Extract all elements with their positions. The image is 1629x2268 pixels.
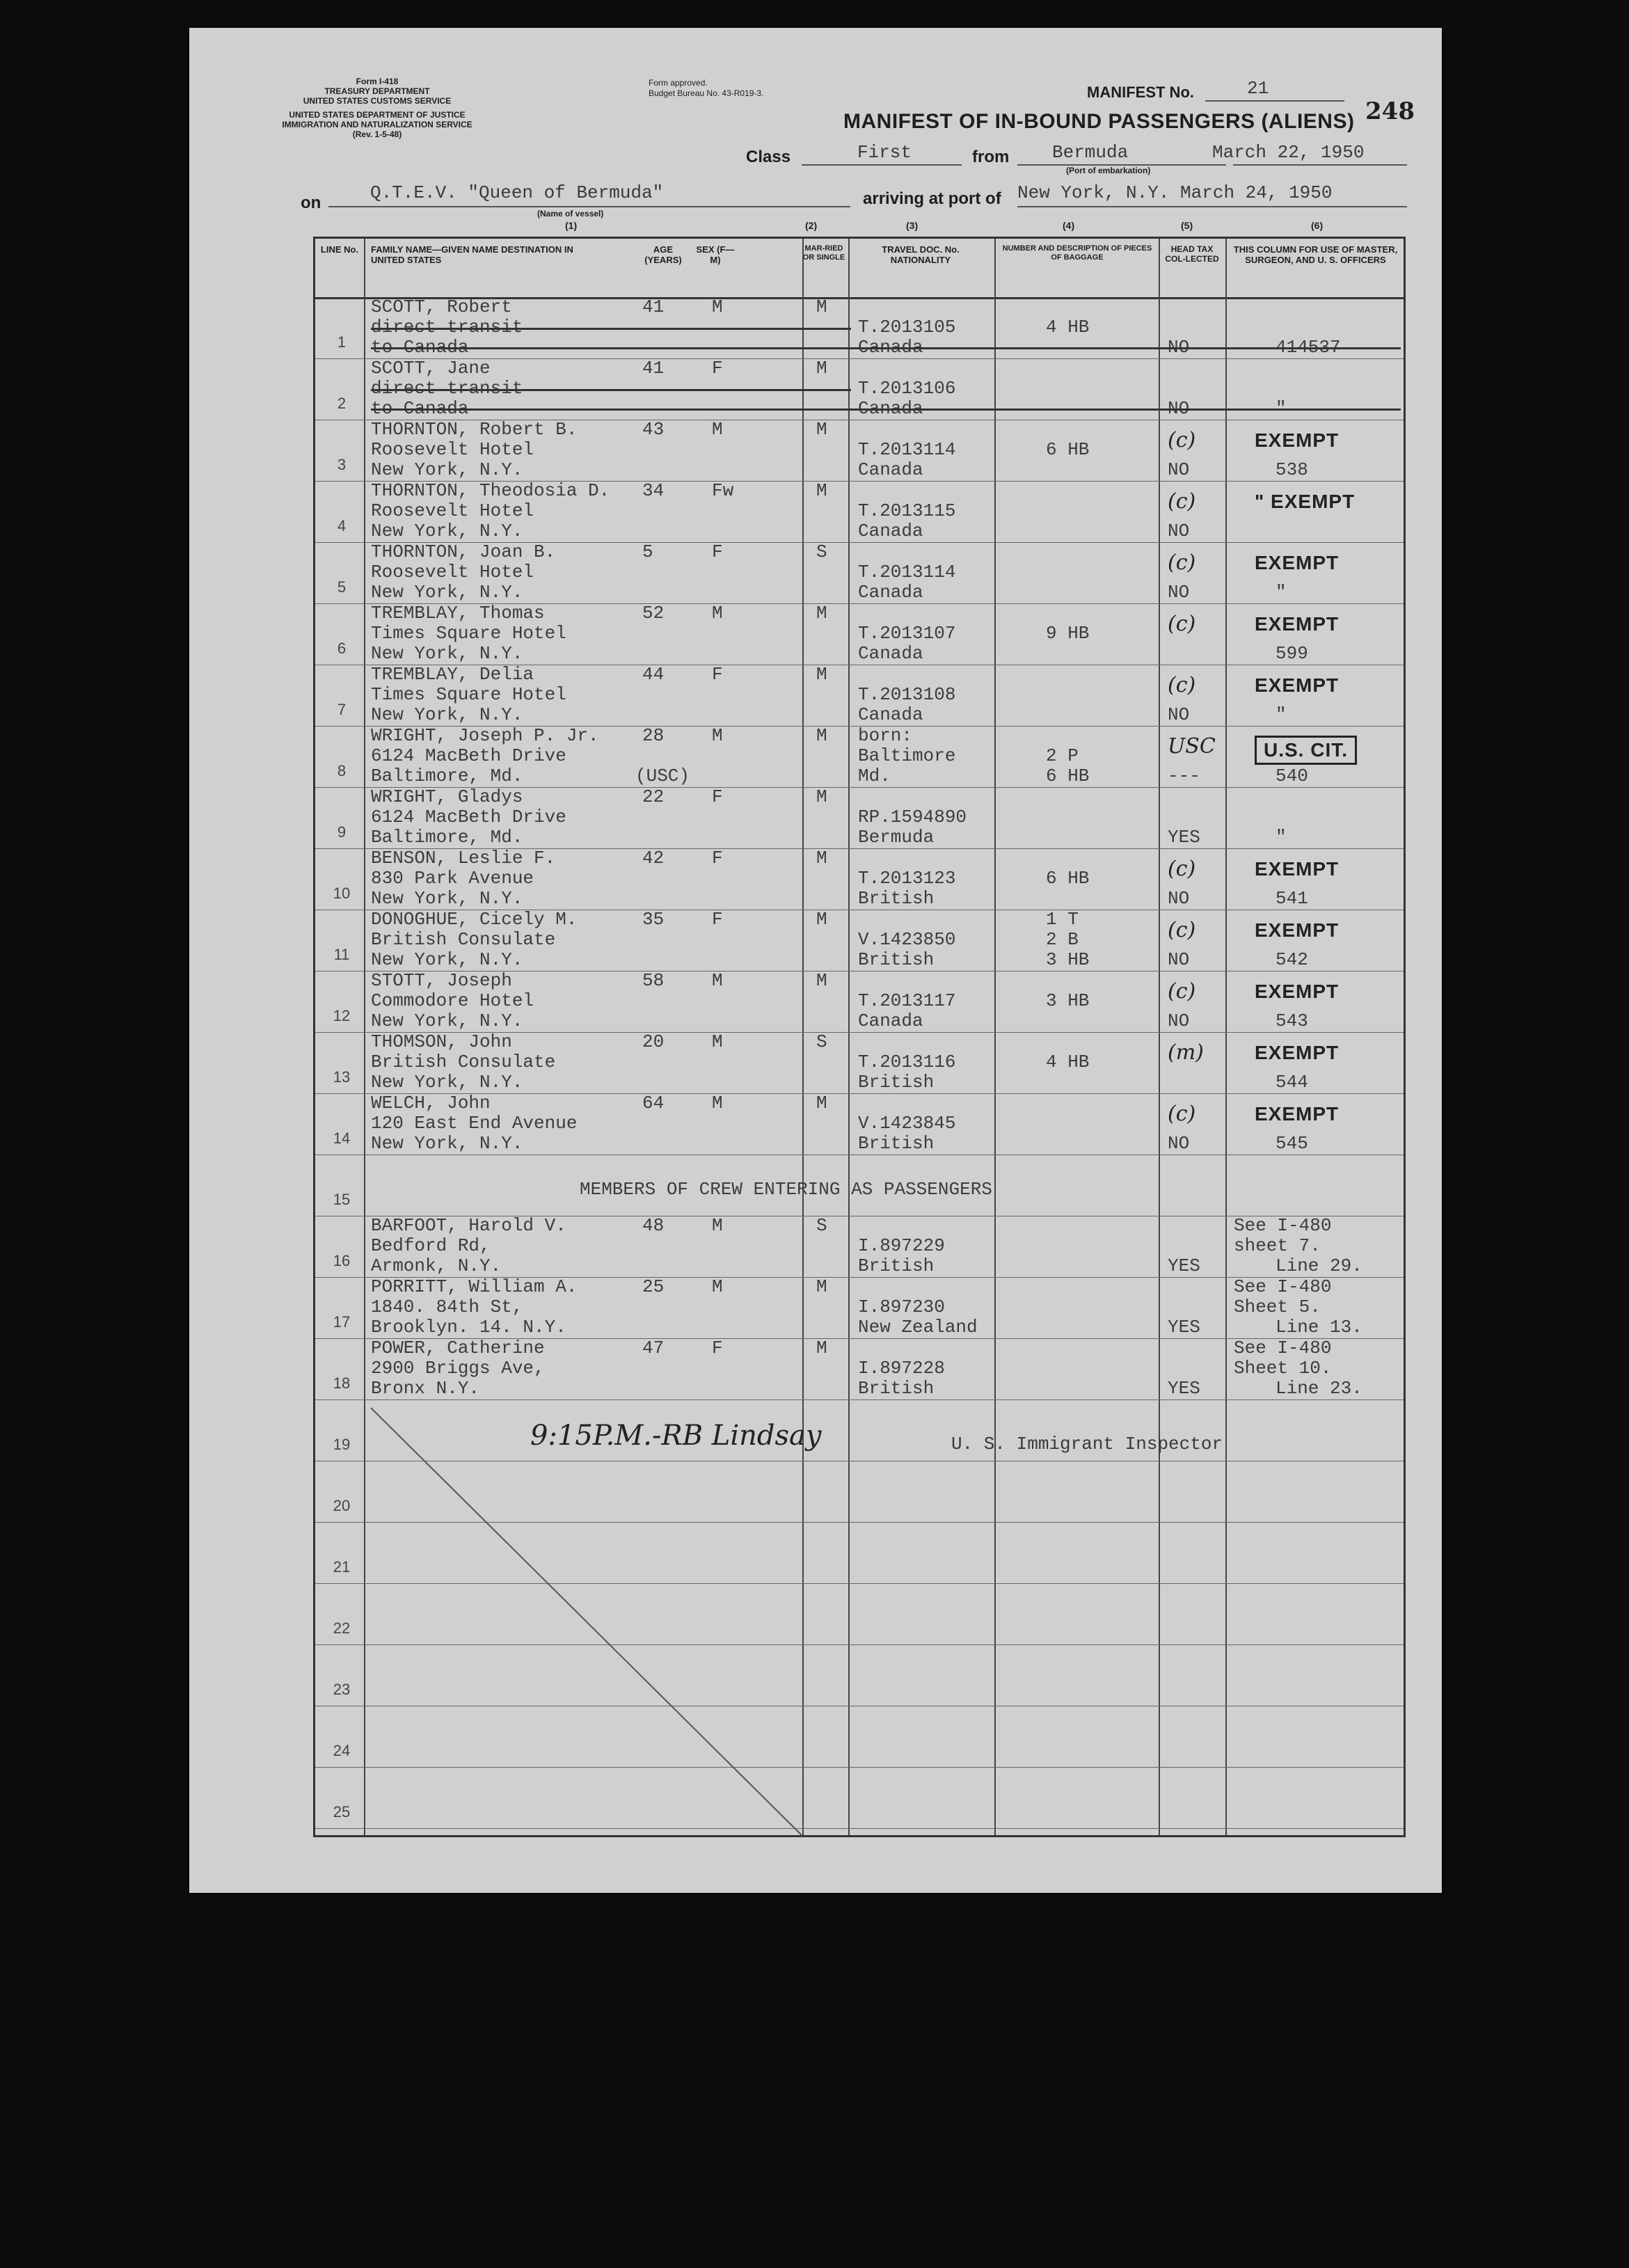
- age: 43: [642, 419, 665, 440]
- on-label: on: [301, 193, 321, 212]
- line-number: 6: [337, 640, 347, 657]
- destination-line1: 1840. 84th St,: [371, 1296, 523, 1317]
- colhead-line: LINE No.: [320, 244, 359, 255]
- passenger-table: [313, 237, 1406, 1837]
- vessel-caption: (Name of vessel): [537, 209, 604, 219]
- departure-date: March 22, 1950: [1212, 142, 1365, 163]
- marital-status: M: [816, 419, 827, 440]
- line-number: 17: [333, 1313, 351, 1331]
- baggage-1: 4 HB: [1046, 1052, 1090, 1072]
- officer-number: Line 13.: [1276, 1317, 1362, 1338]
- destination-line1: 6124 MacBeth Drive: [371, 807, 566, 827]
- nationality: New Zealand: [858, 1317, 978, 1338]
- citizenship-note: (USC): [635, 766, 690, 786]
- class-value: First: [857, 142, 912, 163]
- colhead-officers: THIS COLUMN FOR USE OF MASTER, SURGEON, AND U. S. OFFICERS: [1233, 244, 1398, 265]
- destination-line1: Times Square Hotel: [371, 684, 566, 705]
- head-tax-mark: (c): [1168, 673, 1196, 697]
- line-number: 23: [333, 1681, 351, 1698]
- nationality: Canada: [858, 582, 923, 603]
- dept-treasury: TREASURY DEPARTMENT: [324, 86, 430, 96]
- age: 5: [642, 541, 653, 562]
- age: 22: [642, 786, 665, 807]
- col-num-6: (6): [1311, 220, 1324, 231]
- destination-line2: New York, N.Y.: [371, 643, 523, 664]
- destination-line1: 6124 MacBeth Drive: [371, 745, 566, 766]
- line-number: 22: [333, 1619, 351, 1637]
- head-tax: NO: [1168, 337, 1190, 358]
- form-number: Form I-418: [356, 77, 399, 86]
- sex: M: [712, 296, 723, 317]
- officer-note: EXEMPT: [1255, 1103, 1340, 1125]
- destination-line1: Roosevelt Hotel: [371, 500, 534, 521]
- officer-note: EXEMPT: [1255, 429, 1340, 451]
- sex: M: [712, 1276, 723, 1297]
- passenger-name: WRIGHT, Joseph P. Jr.: [371, 725, 599, 746]
- travel-doc: T.2013115: [858, 500, 956, 521]
- arriving-label: arriving at port of: [863, 189, 1001, 208]
- embarkation-caption: (Port of embarkation): [1066, 166, 1151, 175]
- head-tax: YES: [1168, 1378, 1200, 1399]
- officer-number: 543: [1276, 1010, 1308, 1031]
- officer-number: 414537: [1276, 337, 1341, 358]
- destination-line2: Baltimore, Md.: [371, 766, 523, 786]
- baggage-1: 3 HB: [1046, 990, 1090, 1011]
- colhead-headtax: HEAD TAX COL-LECTED: [1165, 244, 1219, 264]
- colhead-age: AGE (YEARS): [644, 244, 682, 265]
- officer-note: EXEMPT: [1255, 981, 1340, 1002]
- officer-note: EXEMPT: [1255, 552, 1340, 573]
- dept-customs: UNITED STATES CUSTOMS SERVICE: [303, 96, 452, 106]
- passenger-name: TREMBLAY, Delia: [371, 664, 534, 685]
- manifest-page: [189, 28, 1442, 1893]
- passenger-name: SCOTT, Jane: [371, 358, 491, 379]
- travel-doc: born:: [858, 725, 913, 746]
- line-number: 19: [333, 1436, 351, 1453]
- marital-status: M: [816, 970, 827, 991]
- age: 52: [642, 603, 665, 624]
- head-tax-mark: (c): [1168, 489, 1196, 514]
- destination-line1: British Consulate: [371, 1052, 556, 1072]
- head-tax: NO: [1168, 949, 1190, 970]
- travel-doc: I.897228: [858, 1358, 945, 1379]
- travel-doc: T.2013123: [858, 868, 956, 889]
- travel-doc: T.2013114: [858, 439, 956, 460]
- nationality: British: [858, 1255, 935, 1276]
- sex: F: [712, 541, 723, 562]
- head-tax: NO: [1168, 521, 1190, 541]
- col-num-3: (3): [906, 220, 919, 231]
- head-tax-mark: (m): [1168, 1040, 1204, 1065]
- officer-number: ": [1276, 398, 1287, 419]
- travel-doc: T.2013108: [858, 684, 956, 705]
- sex: M: [712, 1093, 723, 1113]
- sex: M: [712, 1215, 723, 1236]
- marital-status: M: [816, 480, 827, 501]
- col-num-5: (5): [1181, 220, 1193, 231]
- nationality: British: [858, 949, 935, 970]
- passenger-name: TREMBLAY, Thomas: [371, 603, 545, 624]
- passenger-name: BENSON, Leslie F.: [371, 848, 556, 869]
- destination-line2: Armonk, N.Y.: [371, 1255, 502, 1276]
- baggage-2: 3 HB: [1046, 949, 1090, 970]
- age: 47: [642, 1338, 665, 1358]
- marital-status: M: [816, 848, 827, 869]
- destination-line2: New York, N.Y.: [371, 888, 523, 909]
- line-number: 12: [333, 1007, 351, 1024]
- nationality: Canada: [858, 521, 923, 541]
- marital-status: M: [816, 603, 827, 624]
- officer-note: See I-480: [1234, 1276, 1332, 1297]
- passenger-name: BARFOOT, Harold V.: [371, 1215, 566, 1236]
- sex: M: [712, 1031, 723, 1052]
- destination-line1: British Consulate: [371, 929, 556, 950]
- travel-doc: T.2013105: [858, 317, 956, 338]
- destination-line2: New York, N.Y.: [371, 1010, 523, 1031]
- baggage-1: 6 HB: [1046, 868, 1090, 889]
- sex: F: [712, 664, 723, 685]
- age: 64: [642, 1093, 665, 1113]
- destination-line1: direct transit: [371, 317, 523, 338]
- head-tax: NO: [1168, 582, 1190, 603]
- destination-line2: New York, N.Y.: [371, 521, 523, 541]
- passenger-name: WRIGHT, Gladys: [371, 786, 523, 807]
- head-tax: YES: [1168, 1317, 1200, 1338]
- destination-line1: direct transit: [371, 378, 523, 399]
- nationality: Canada: [858, 459, 923, 480]
- marital-status: M: [816, 358, 827, 379]
- head-tax: YES: [1168, 1255, 1200, 1276]
- dept-justice: UNITED STATES DEPARTMENT OF JUSTICE: [289, 110, 466, 120]
- sex: M: [712, 725, 723, 746]
- baggage-1: 9 HB: [1046, 623, 1090, 644]
- colhead-baggage: NUMBER AND DESCRIPTION OF PIECES OF BAGGAGE: [1002, 244, 1152, 262]
- travel-doc: T.2013114: [858, 562, 956, 582]
- head-tax-mark: (c): [1168, 428, 1196, 452]
- age: 44: [642, 664, 665, 685]
- officer-note: EXEMPT: [1255, 1042, 1340, 1063]
- officer-note: See I-480: [1234, 1338, 1332, 1358]
- destination-line2: New York, N.Y.: [371, 1133, 523, 1154]
- officer-note: See I-480: [1234, 1215, 1332, 1236]
- sex: F: [712, 909, 723, 930]
- destination-line1: 2900 Briggs Ave,: [371, 1358, 545, 1379]
- officer-number: 541: [1276, 888, 1308, 909]
- line-number: 7: [337, 701, 347, 718]
- sex: M: [712, 970, 723, 991]
- approval-line2: Budget Bureau No. 43-R019-3.: [649, 88, 764, 98]
- baggage-1: 2 P: [1046, 745, 1079, 766]
- destination-line2: New York, N.Y.: [371, 582, 523, 603]
- officer-note: EXEMPT: [1255, 858, 1340, 880]
- passenger-name: THORNTON, Robert B.: [371, 419, 578, 440]
- age: 42: [642, 848, 665, 869]
- line-number: 13: [333, 1068, 351, 1086]
- officer-number: ": [1276, 704, 1287, 725]
- head-tax-mark: (c): [1168, 979, 1196, 1004]
- line-number: 15: [333, 1191, 351, 1208]
- marital-status: M: [816, 664, 827, 685]
- destination-line1: Bedford Rd,: [371, 1235, 491, 1256]
- line-number: 5: [337, 578, 347, 596]
- marital-status: M: [816, 1093, 827, 1113]
- line-number: 8: [337, 762, 347, 779]
- age: 28: [642, 725, 665, 746]
- approval-note: [649, 78, 763, 99]
- inspector-signature: 9:15P.M.-RB Lindsay: [530, 1420, 822, 1452]
- from-value: Bermuda: [1052, 142, 1129, 163]
- travel-doc: RP.1594890: [858, 807, 967, 827]
- form-revision: (Rev. 1-5-48): [352, 129, 402, 139]
- officer-note: U.S. CIT.: [1255, 736, 1357, 765]
- head-tax: ---: [1168, 766, 1200, 786]
- page-number: 248: [1365, 97, 1415, 125]
- line-number: 9: [337, 823, 347, 841]
- destination-line1: Roosevelt Hotel: [371, 562, 534, 582]
- line-number: 21: [333, 1558, 351, 1576]
- baggage-1: 1 T: [1046, 909, 1079, 930]
- marital-status: M: [816, 909, 827, 930]
- nationality: British: [858, 1133, 935, 1154]
- destination-line2: New York, N.Y.: [371, 704, 523, 725]
- cancel-diagonal: [315, 239, 1408, 1839]
- nationality: British: [858, 1072, 935, 1093]
- destination-line2: to Canada: [371, 398, 469, 419]
- baggage-1b: 2 B: [1046, 929, 1079, 950]
- head-tax-mark: (c): [1168, 1102, 1196, 1126]
- officer-number: 542: [1276, 949, 1308, 970]
- head-tax: NO: [1168, 704, 1190, 725]
- line-number: 1: [337, 333, 347, 351]
- line-number: 2: [337, 395, 347, 412]
- travel-doc: V.1423850: [858, 929, 956, 950]
- sex: F: [712, 358, 723, 379]
- travel-doc: T.2013117: [858, 990, 956, 1011]
- officer-number: 544: [1276, 1072, 1308, 1093]
- destination-line1: Roosevelt Hotel: [371, 439, 534, 460]
- colhead-married: MAR-RIED OR SINGLE: [802, 244, 845, 262]
- officer-number: 599: [1276, 643, 1308, 664]
- officer-number: ": [1276, 827, 1287, 848]
- baggage-1: 6 HB: [1046, 439, 1090, 460]
- nationality: Md.: [858, 766, 891, 786]
- passenger-name: SCOTT, Robert: [371, 296, 512, 317]
- marital-status: M: [816, 725, 827, 746]
- line-number: 16: [333, 1252, 351, 1269]
- sex: M: [712, 419, 723, 440]
- sex: F: [712, 786, 723, 807]
- col-num-4: (4): [1063, 220, 1075, 231]
- officer-note-2: Sheet 10.: [1234, 1358, 1332, 1379]
- travel-doc: T.2013116: [858, 1052, 956, 1072]
- head-tax-mark: (c): [1168, 550, 1196, 575]
- sex: F: [712, 1338, 723, 1358]
- age: 48: [642, 1215, 665, 1236]
- nationality: Canada: [858, 704, 923, 725]
- passenger-name: PORRITT, William A.: [371, 1276, 578, 1297]
- head-tax-mark: (c): [1168, 918, 1196, 942]
- vessel-name: Q.T.E.V. "Queen of Bermuda": [370, 182, 664, 203]
- head-tax: NO: [1168, 398, 1190, 419]
- line-number: 25: [333, 1803, 351, 1821]
- passenger-name: POWER, Catherine: [371, 1338, 545, 1358]
- officer-number: Line 23.: [1276, 1378, 1362, 1399]
- marital-status: M: [816, 296, 827, 317]
- colhead-name: FAMILY NAME—GIVEN NAME DESTINATION IN UNITED STATES: [371, 244, 573, 265]
- sex: Fw: [712, 480, 734, 501]
- nationality: Canada: [858, 398, 923, 419]
- nationality: Canada: [858, 337, 923, 358]
- travel-doc: I.897230: [858, 1296, 945, 1317]
- destination-line2: Baltimore, Md.: [371, 827, 523, 848]
- line-number: 20: [333, 1497, 351, 1514]
- colhead-doc: TRAVEL DOC. No. NATIONALITY: [882, 244, 960, 265]
- crew-section-heading: MEMBERS OF CREW ENTERING AS PASSENGERS: [580, 1179, 992, 1200]
- destination-line2: Bronx N.Y.: [371, 1378, 480, 1399]
- travel-doc: I.897229: [858, 1235, 945, 1256]
- marital-status: M: [816, 1338, 827, 1358]
- passenger-name: WELCH, John: [371, 1093, 491, 1113]
- passenger-name: THORNTON, Joan B.: [371, 541, 556, 562]
- travel-doc: V.1423845: [858, 1113, 956, 1134]
- baggage-1: 4 HB: [1046, 317, 1090, 338]
- inspector-title: U. S. Immigrant Inspector: [951, 1434, 1223, 1454]
- approval-line1: Form approved.: [649, 78, 708, 88]
- age: 34: [642, 480, 665, 501]
- age: 58: [642, 970, 665, 991]
- dept-immigration: IMMIGRATION AND NATURALIZATION SERVICE: [282, 120, 472, 129]
- officer-note: EXEMPT: [1255, 613, 1340, 635]
- form-agency-block: [273, 77, 482, 139]
- line-number: 14: [333, 1129, 351, 1147]
- destination-line1: Commodore Hotel: [371, 990, 534, 1011]
- manifest-number: 21: [1247, 78, 1269, 99]
- marital-status: M: [816, 1276, 827, 1297]
- officer-number: 545: [1276, 1133, 1308, 1154]
- travel-doc: T.2013106: [858, 378, 956, 399]
- class-label: Class: [746, 148, 791, 166]
- officer-number: ": [1276, 582, 1287, 603]
- line-number: 24: [333, 1742, 351, 1759]
- age: 41: [642, 296, 665, 317]
- baggage-2: 6 HB: [1046, 766, 1090, 786]
- officer-note: EXEMPT: [1255, 919, 1340, 941]
- manifest-label: MANIFEST No.: [1087, 84, 1194, 101]
- line-number: 4: [337, 517, 347, 534]
- head-tax: NO: [1168, 1010, 1190, 1031]
- passenger-name: THOMSON, John: [371, 1031, 512, 1052]
- col-num-2: (2): [805, 220, 818, 231]
- head-tax-mark: (c): [1168, 612, 1196, 636]
- officer-number: 540: [1276, 766, 1308, 786]
- nationality: British: [858, 1378, 935, 1399]
- head-tax-mark: (c): [1168, 857, 1196, 881]
- destination-line2: Brooklyn. 14. N.Y.: [371, 1317, 566, 1338]
- travel-doc: T.2013107: [858, 623, 956, 644]
- officer-number: 538: [1276, 459, 1308, 480]
- age: 20: [642, 1031, 665, 1052]
- destination-line2: New York, N.Y.: [371, 1072, 523, 1093]
- sex: F: [712, 848, 723, 869]
- line-number: 10: [333, 885, 351, 902]
- destination-line1: Times Square Hotel: [371, 623, 566, 644]
- destination-line2: New York, N.Y.: [371, 459, 523, 480]
- head-tax-mark: USC: [1168, 734, 1216, 759]
- destination-line1: 830 Park Avenue: [371, 868, 534, 889]
- officer-note: EXEMPT: [1255, 674, 1340, 696]
- arriving-value: New York, N.Y. March 24, 1950: [1017, 182, 1333, 203]
- head-tax: NO: [1168, 1133, 1190, 1154]
- head-tax: YES: [1168, 827, 1200, 848]
- from-label: from: [972, 148, 1010, 166]
- officer-note: " EXEMPT: [1255, 491, 1356, 512]
- head-tax: NO: [1168, 459, 1190, 480]
- officer-note-2: sheet 7.: [1234, 1235, 1321, 1256]
- line-number: 3: [337, 456, 347, 473]
- officer-number: Line 29.: [1276, 1255, 1362, 1276]
- nationality: British: [858, 888, 935, 909]
- passenger-name: THORNTON, Theodosia D.: [371, 480, 610, 501]
- line-number: 11: [333, 946, 350, 963]
- line-number: 18: [333, 1374, 351, 1392]
- nationality: Bermuda: [858, 827, 935, 848]
- age: 25: [642, 1276, 665, 1297]
- destination-line1: 120 East End Avenue: [371, 1113, 578, 1134]
- manifest-title: MANIFEST OF IN-BOUND PASSENGERS (ALIENS): [843, 110, 1355, 133]
- nationality: Canada: [858, 1010, 923, 1031]
- marital-status: S: [816, 1215, 827, 1236]
- marital-status: S: [816, 1031, 827, 1052]
- passenger-name: DONOGHUE, Cicely M.: [371, 909, 578, 930]
- passenger-name: STOTT, Joseph: [371, 970, 512, 991]
- age: 35: [642, 909, 665, 930]
- marital-status: M: [816, 786, 827, 807]
- destination-line2: New York, N.Y.: [371, 949, 523, 970]
- colhead-sex: SEX (F—M): [696, 244, 735, 265]
- travel-doc-extra: Baltimore: [858, 745, 956, 766]
- sex: M: [712, 603, 723, 624]
- head-tax: NO: [1168, 888, 1190, 909]
- age: 41: [642, 358, 665, 379]
- destination-line2: to Canada: [371, 337, 469, 358]
- officer-note-2: Sheet 5.: [1234, 1296, 1321, 1317]
- col-num-1: (1): [565, 220, 578, 231]
- nationality: Canada: [858, 643, 923, 664]
- marital-status: S: [816, 541, 827, 562]
